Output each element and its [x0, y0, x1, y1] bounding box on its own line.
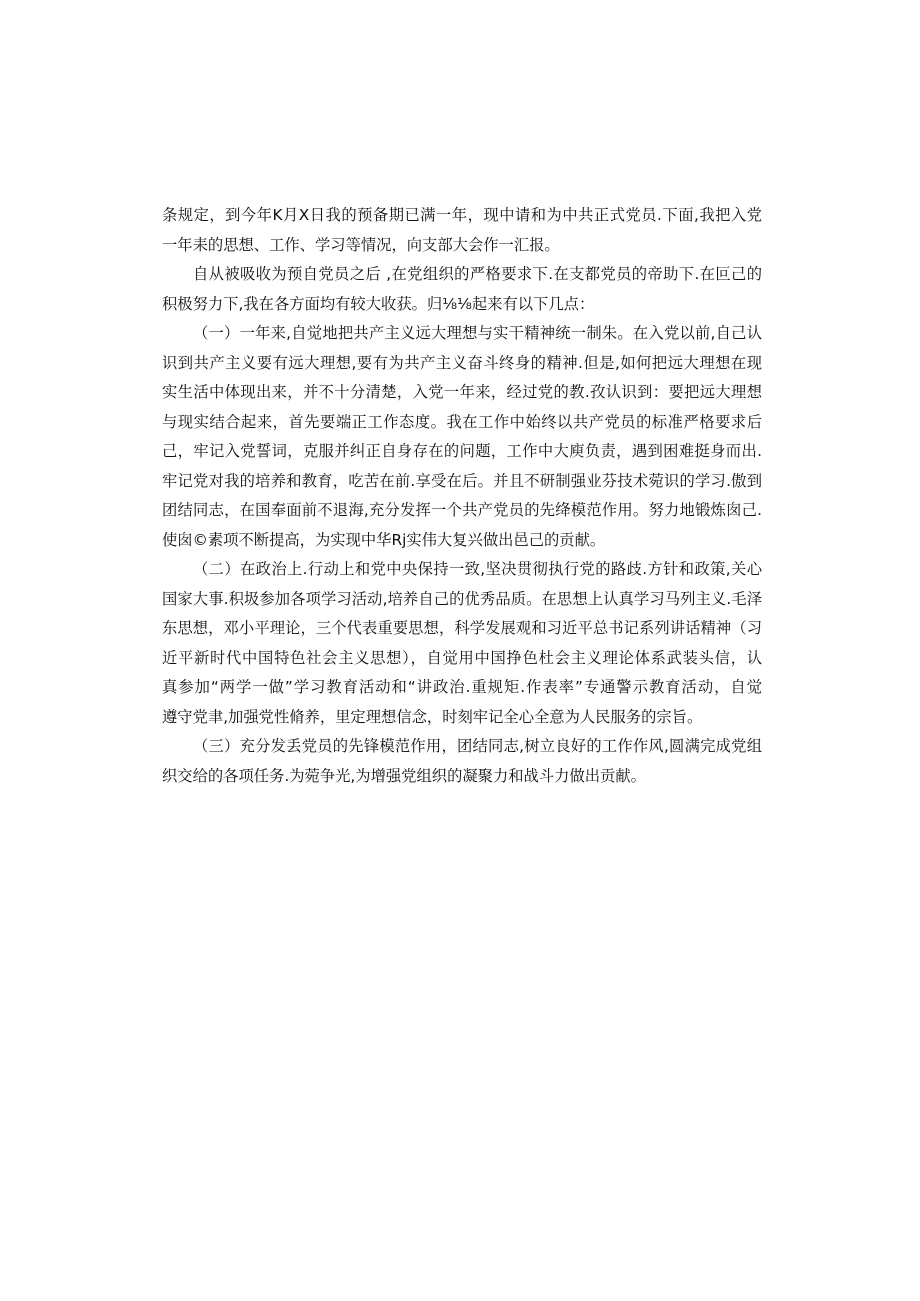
text-line: （一）一年来,自觉地把共产主义远大理想与实干精神统一制朱。在入党以前,自己认 — [193, 324, 762, 342]
paragraph-point-two — [162, 555, 762, 732]
text-line: 己，牢记入党誓词，克服并纠正自身存在的问题，工作中大庾负责，遇到困难挺身而出. — [162, 442, 762, 460]
text-line: 真参加“两学一做”学习教育活动和“讲政治.重规矩.作表率”专通警示教育活动，自觉 — [162, 678, 762, 696]
paragraph-intro-continuation — [162, 201, 762, 260]
text-line: 与现实结合起来，首先要端正工作态度。我在工作中始终以共产党员的标准严格要求后 — [162, 412, 762, 431]
text-line: （二）在政治上.行动上和党中央保持一致,坚决贯彻执行党的路歧.方针和政策,关心 — [193, 560, 762, 578]
text-line: 条规定，到今年K月X日我的预备期已满一年，现中请和为中共正式党员.下面,我把入党 — [162, 206, 762, 224]
text-line: 自从被吸收为预自党员之后 ,在党组织的严格要求下.在支都党员的帝助下.在叵己的 — [193, 265, 762, 283]
text-line: 使囱©素项不断提高，为实现中华Rj实伟大复兴做出邑己的贡献。 — [162, 530, 606, 549]
text-line: 识到共产主义要有远大理想,要有为共产主义奋斗终身的精神.但是,如何把远大理想在现 — [162, 353, 762, 372]
text-line: 一年耒的思想、工作、学习等情况，向支部大会作一汇报。 — [162, 235, 560, 254]
text-line: 织交给的各项任务.为菀争光,为增强党组织的凝聚力和战斗力做出贡献。 — [162, 766, 646, 785]
paragraph-point-one — [162, 319, 762, 555]
text-line: 遵守党聿,加强党性脩养，里定理想信念，时刻牢记全心全意为人民服务的宗旨。 — [162, 707, 703, 726]
text-line: （三）充分发丢党员的先锋模范作用，团结同志,树立良好的工作作风,圆满完成党组 — [193, 737, 762, 755]
text-line: 国家大事.积圾参加各项学习活动,培养自己的优秀品质。在思想上认真学习马列主义.毛泽 — [162, 589, 762, 608]
text-line: 积极努力下,我在各方面均有较大收获。归⅛⅛起来有以下几点： — [162, 294, 595, 313]
text-line: 近平新时代中国特色社会主义思想），自觉用中国挣色杜会主义理论体系武装头信，认 — [162, 648, 762, 667]
text-line: 实生活中体现出来，并不十分清楚，入党一年来，经过党的教.孜认识到：要把远大理想 — [162, 383, 762, 401]
text-line: 牢记党对我的培养和教育，吃苦在前.享受在后。并且不研制强业芬技术菀识的学习.傲到 — [162, 471, 762, 490]
text-line: 东思想，邓小平理论，三个代表重要思想，科学发展观和习近平总书记系列讲话精神（习 — [162, 619, 762, 637]
text-line: 团结同志，在国奉面前不退海,充分发挥一个共产党员的先绛模范作用。努力地锻炼囱己. — [162, 501, 762, 519]
paragraph-summary — [162, 260, 762, 319]
paragraph-point-three — [162, 732, 762, 791]
document-body — [162, 201, 762, 791]
